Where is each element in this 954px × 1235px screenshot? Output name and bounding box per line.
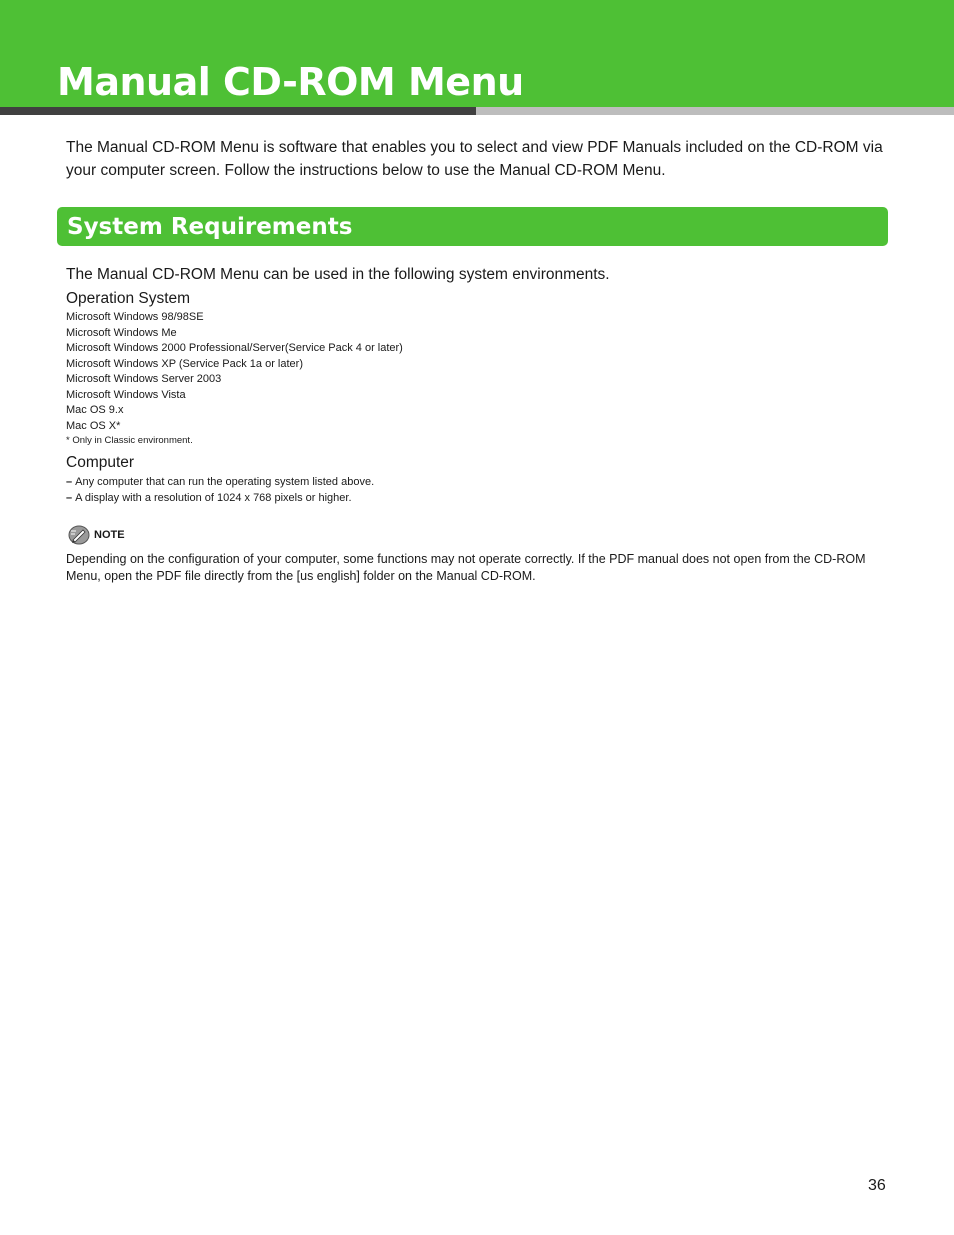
note-header xyxy=(68,525,125,545)
os-heading: Operation System xyxy=(66,290,191,307)
list-item xyxy=(66,474,374,490)
pencil-note-icon xyxy=(68,525,90,545)
list-item-text: A display with a resolution of 1024 x 768 pixels or higher. xyxy=(75,492,352,504)
page-title: Manual CD-ROM Menu xyxy=(57,60,524,104)
os-item: Microsoft Windows Server 2003 xyxy=(66,373,222,385)
header-rule-dark xyxy=(0,107,476,115)
section-bar xyxy=(57,207,888,246)
os-item: Microsoft Windows 2000 Professional/Server(Service Pack 4 or later) xyxy=(66,342,403,354)
page-number: 36 xyxy=(868,1177,886,1194)
os-footnote: * Only in Classic environment. xyxy=(66,435,193,446)
note-label: NOTE xyxy=(94,529,125,541)
header-banner xyxy=(0,0,954,107)
section-title: System Requirements xyxy=(67,214,353,240)
computer-heading: Computer xyxy=(66,454,135,471)
list-item xyxy=(66,490,374,506)
os-item: Microsoft Windows 98/98SE xyxy=(66,311,204,323)
os-item: Microsoft Windows XP (Service Pack 1a or later) xyxy=(66,357,303,370)
os-list xyxy=(66,310,403,434)
section-lead: The Manual CD-ROM Menu can be used in the following system environments. xyxy=(66,266,610,283)
os-item: Microsoft Windows Me xyxy=(66,326,177,339)
os-item: Microsoft Windows Vista xyxy=(66,388,186,401)
os-item: Mac OS 9.x xyxy=(66,404,124,416)
dash-bullet: – xyxy=(66,476,73,488)
note-text: Depending on the configuration of your computer, some functions may not operate correctly. If the PDF manual does not open from the CD-ROM Menu, open the PDF file directly from the [us english] folder on the Manual CD-ROM. xyxy=(66,552,866,583)
dash-bullet: – xyxy=(66,492,73,504)
os-item: Mac OS X* xyxy=(66,419,121,432)
header-rule-light xyxy=(476,107,954,115)
intro-paragraph: The Manual CD-ROM Menu is software that enables you to select and view PDF Manuals included on the CD-ROM via your computer screen. Follow the instructions below to use the Manual CD-ROM Menu. xyxy=(66,139,883,179)
list-item-text: Any computer that can run the operating system listed above. xyxy=(75,476,375,488)
computer-list xyxy=(66,474,374,506)
